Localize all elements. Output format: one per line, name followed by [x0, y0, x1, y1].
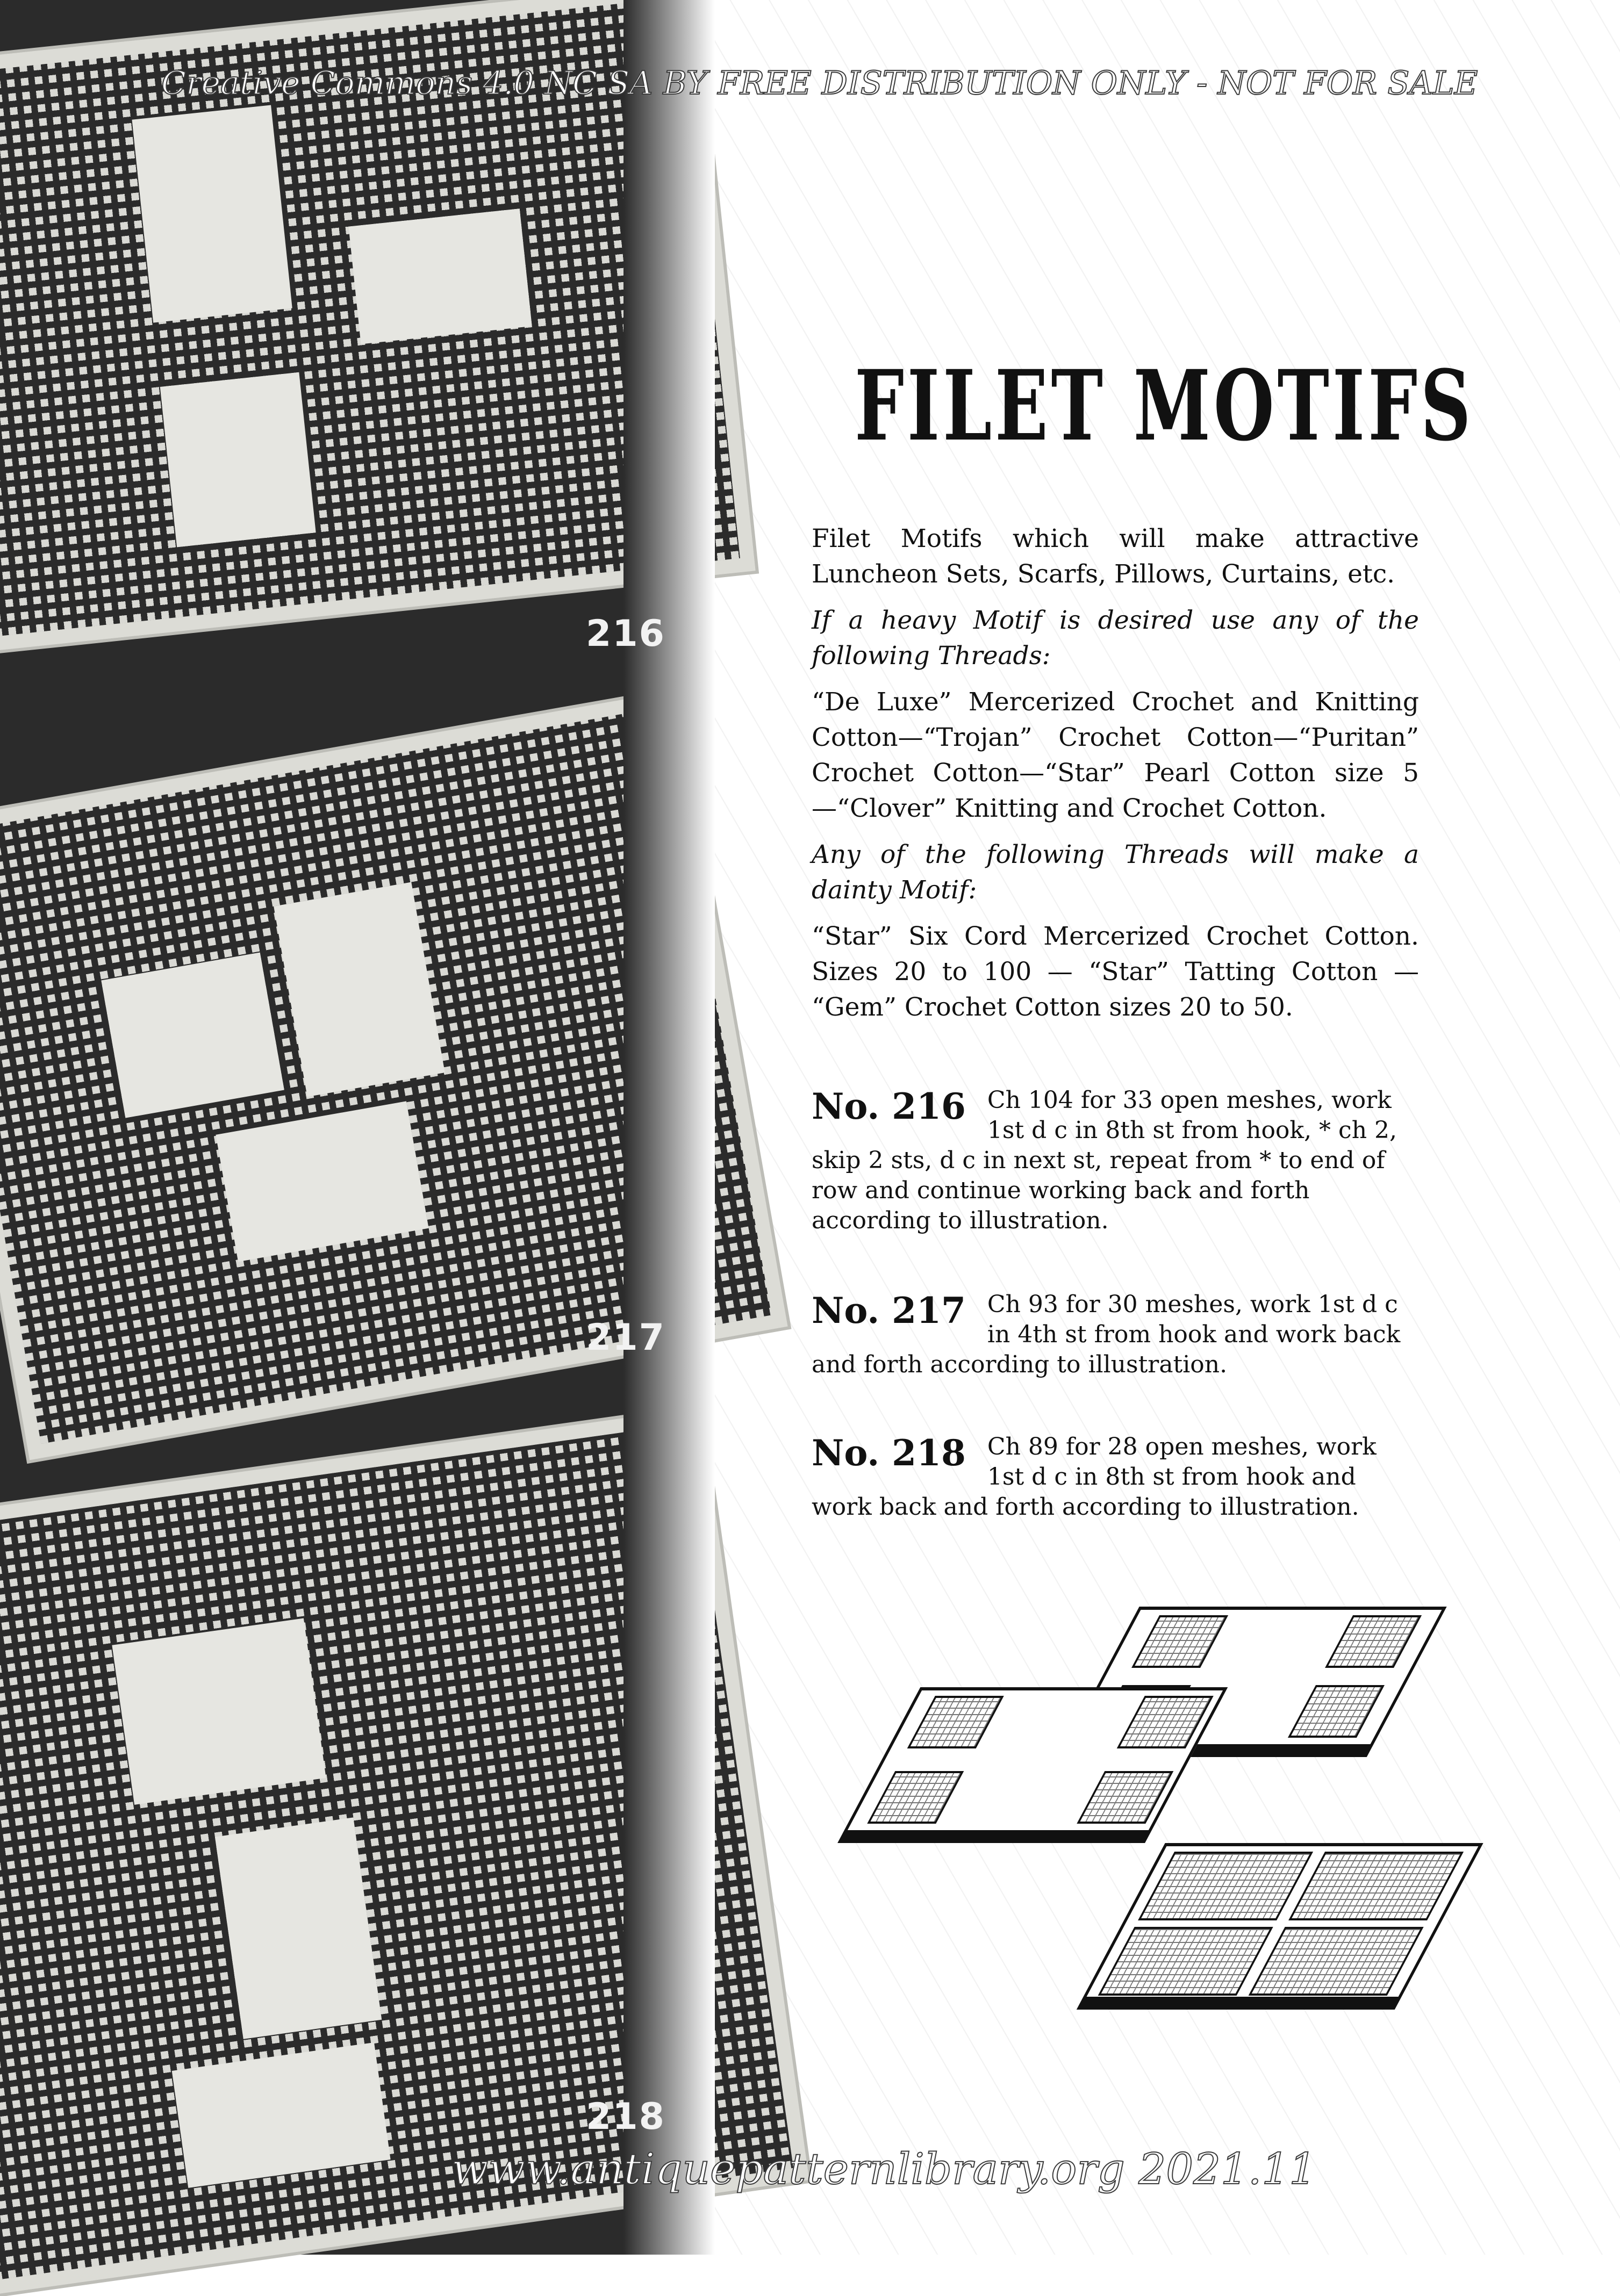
heavy-threads-heading: If a heavy Motif is desired use any of the following Threads:: [812, 606, 1419, 671]
pattern-218: [812, 1432, 1419, 1522]
pattern-number: No. 218: [812, 1432, 966, 1474]
photo-number-216: 216: [586, 613, 665, 655]
license-banner: Creative Commons 4.0 NC SA BY FREE DISTRIBUTION ONLY - NOT FOR SALE: [161, 64, 1478, 102]
intro-paragraph: Filet Motifs which will make attractive Luncheon Sets, Scarfs, Pillows, Curtains, etc.: [812, 524, 1419, 589]
pattern-instructions: Ch 104 for 33 open meshes, work 1st d c in 8th st from hook, * ch 2, skip 2 sts, d c in next st, repeat from * to end of row and continue working back and forth according to illustration.: [812, 1086, 1397, 1234]
intro-text: [812, 521, 1419, 1036]
photo-panel: [0, 0, 693, 2255]
dainty-threads-heading: Any of the following Threads will make a dainty Motif:: [812, 840, 1419, 905]
pattern-instructions: Ch 93 for 30 meshes, work 1st d c in 4th st from hook and work back and forth according to illustration.: [812, 1291, 1401, 1378]
page-title: FILET MOTIFS: [855, 349, 1474, 463]
photo-number-218: 218: [586, 2096, 665, 2138]
dainty-threads-list: “Star” Six Cord Mercerized Crochet Cotton. Sizes 20 to 100 — “Star” Tatting Cotton — “Gem” Crochet Cotton sizes 20 to 50.: [812, 922, 1419, 1022]
pattern-216: [812, 1085, 1419, 1236]
footer-url: www.antiquepatternlibrary.org 2021.11: [451, 2144, 1317, 2194]
pattern-instructions: Ch 89 for 28 open meshes, work 1st d c in 8th st from hook and work back and forth according to illustration.: [812, 1433, 1377, 1521]
pattern-217: [812, 1290, 1419, 1380]
heavy-threads-list: “De Luxe” Mercerized Crochet and Knitting Cotton—“Trojan” Crochet Cotton—“Puritan” Crochet Cotton—“Star” Pearl Cotton size 5—“Clover” Knitting and Crochet Cotton.: [812, 687, 1419, 823]
pattern-number: No. 216: [812, 1085, 966, 1127]
photo-number-217: 217: [586, 1316, 665, 1359]
panel-fade: [623, 0, 715, 2255]
pattern-number: No. 217: [812, 1290, 966, 1331]
